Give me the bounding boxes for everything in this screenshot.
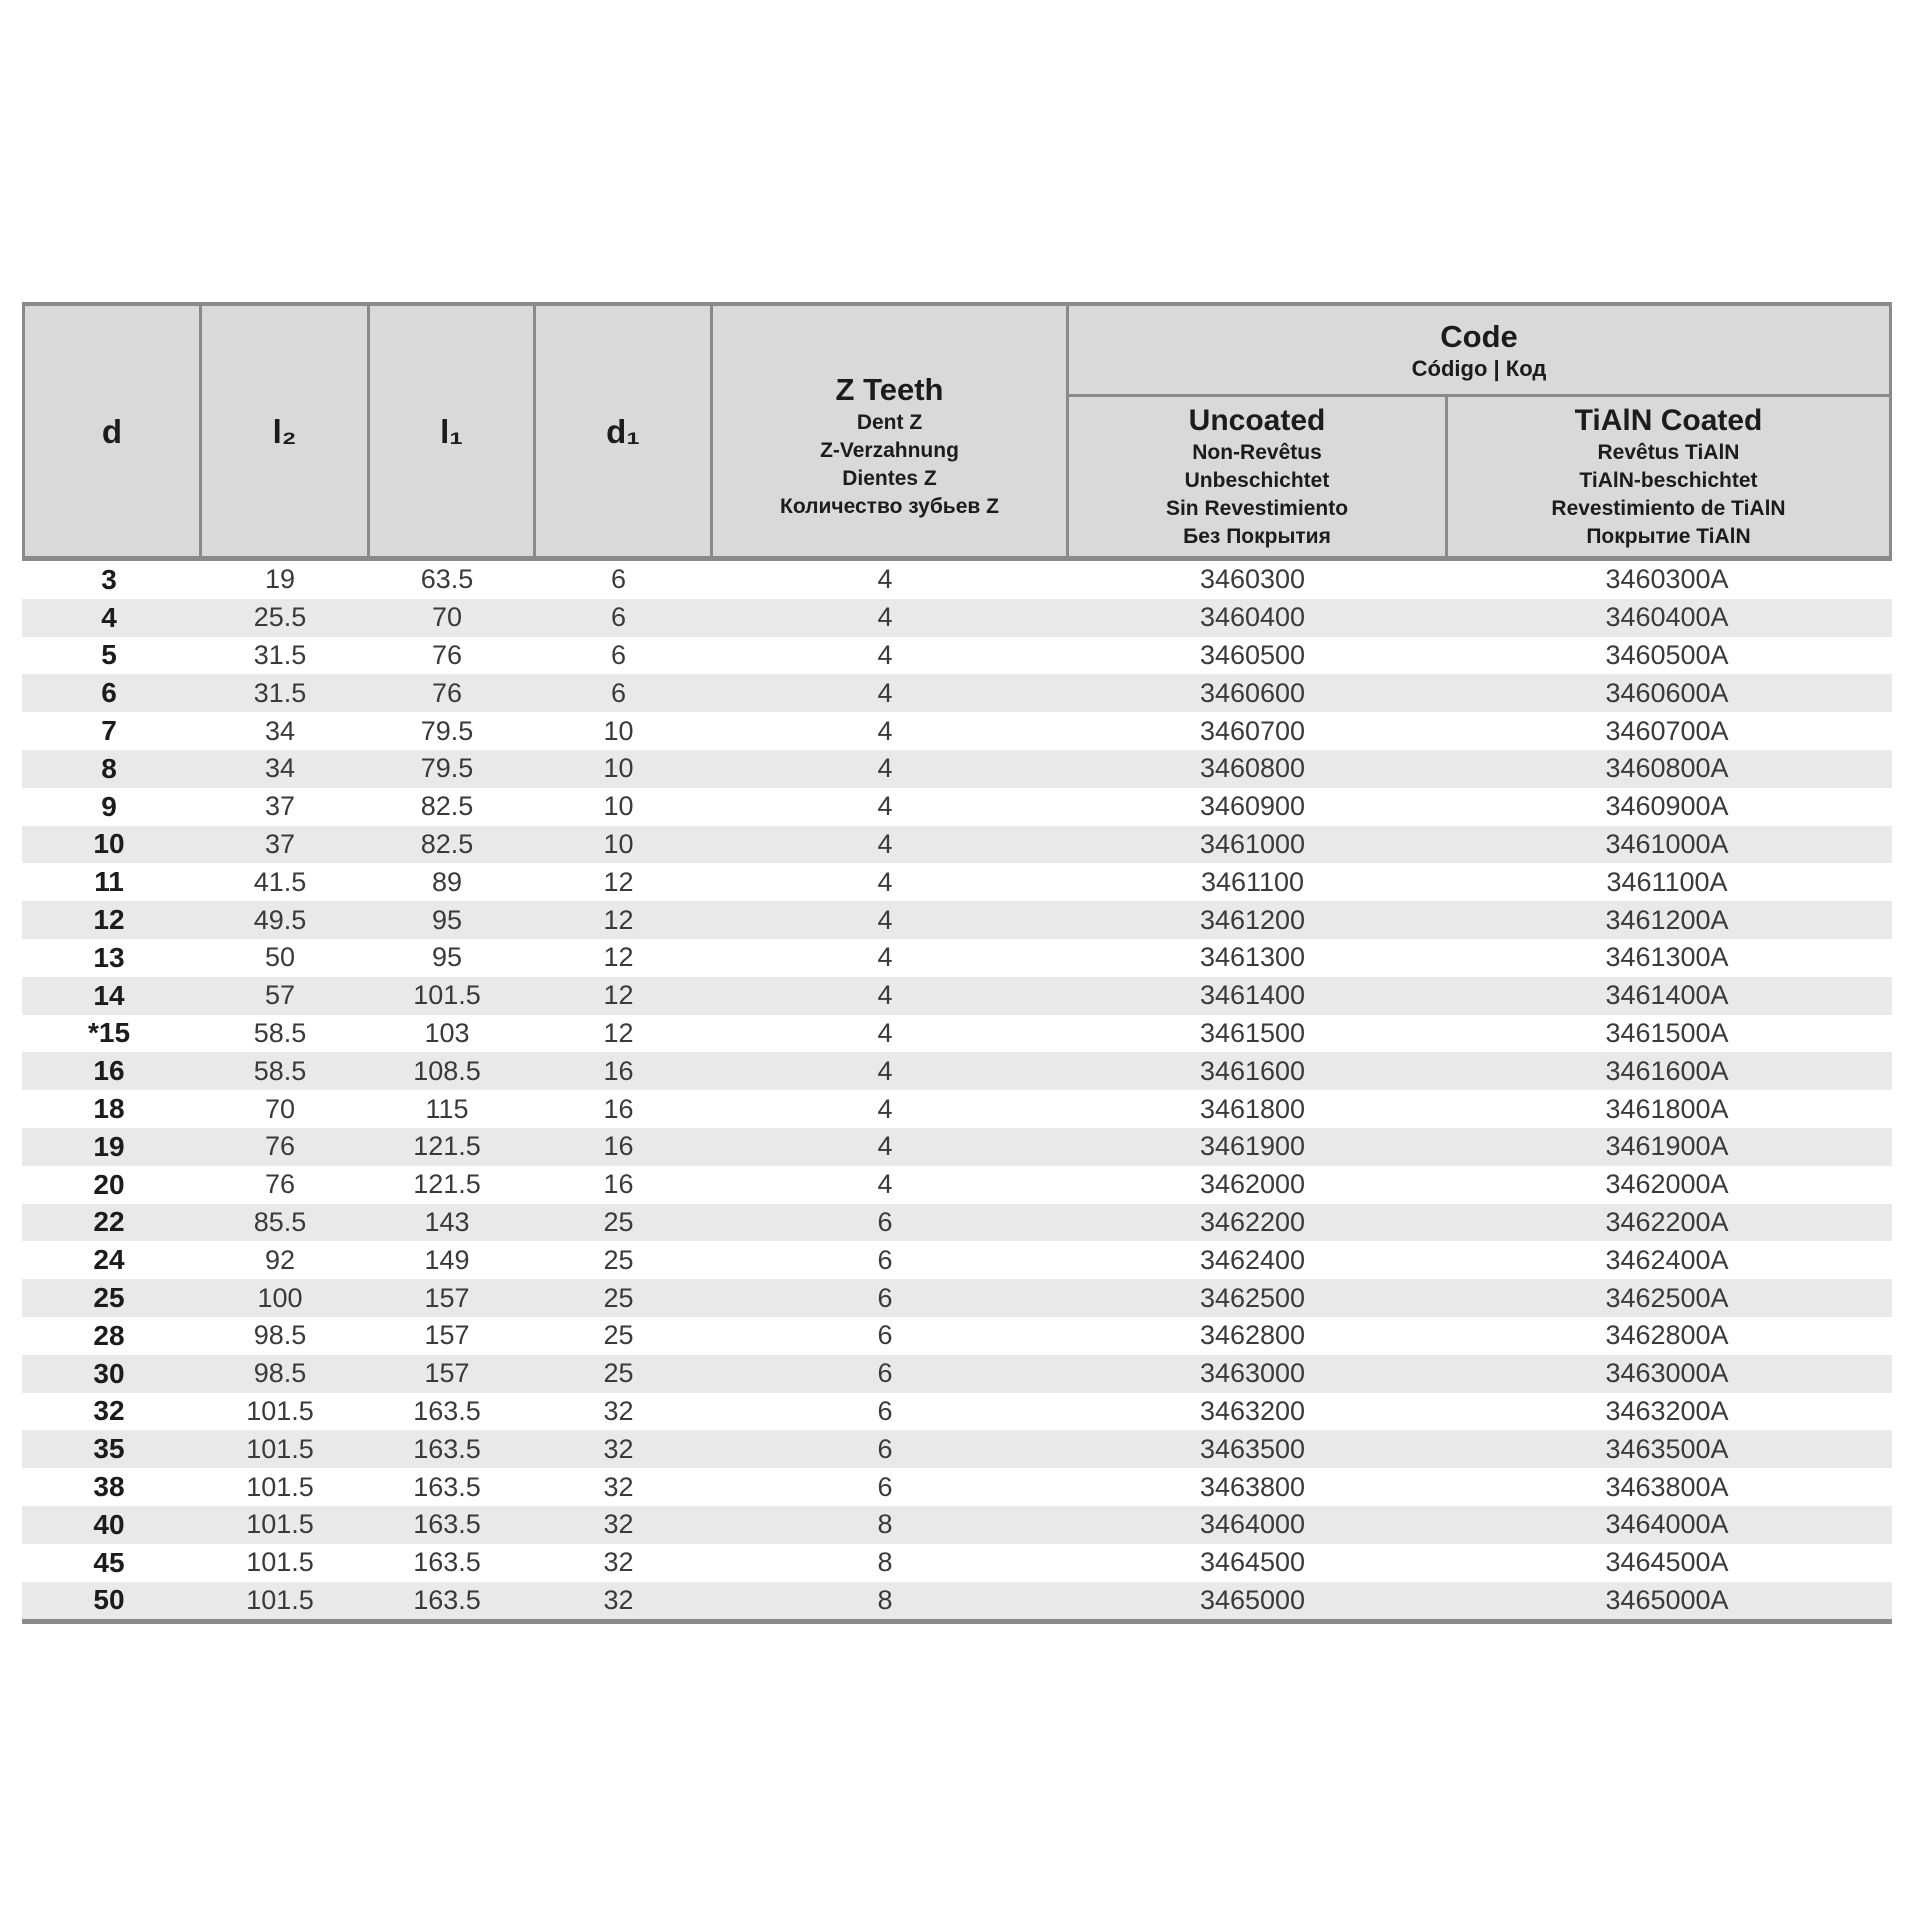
cell-code_tialn_coated: 3460900A [1605, 791, 1729, 822]
table-row [22, 826, 1892, 864]
cell-d1: 25 [603, 1244, 634, 1275]
cell-l1: 121.5 [413, 1169, 481, 1200]
table-row [22, 1128, 1892, 1166]
table-row [22, 977, 1892, 1015]
cell-d: 7 [101, 715, 117, 747]
col-header-d1 [533, 306, 710, 556]
cell-code_tialn_coated: 3462200A [1605, 1206, 1729, 1237]
cell-l2: 76 [264, 1169, 296, 1200]
cell-d: 45 [93, 1546, 125, 1578]
cell-z_teeth: 4 [877, 904, 893, 935]
tialn-coated-translations: Revêtus TiAlN TiAlN-beschichtet Revestimiento de TiAlN Покрытие TiAlN [1551, 440, 1786, 548]
cell-d: 16 [93, 1055, 125, 1087]
col-header-l1 [367, 306, 533, 556]
cell-d: 28 [93, 1319, 125, 1351]
cell-d1: 32 [603, 1433, 634, 1464]
cell-d1: 12 [603, 980, 634, 1011]
cell-l2: 76 [264, 1131, 296, 1162]
uncoated-translations: Non-Revêtus Unbeschichtet Sin Revestimiento Без Покрытия [1165, 440, 1349, 548]
cell-l1: 163.5 [413, 1395, 481, 1426]
cell-z_teeth: 4 [877, 1017, 893, 1048]
cell-code_tialn_coated: 3461200A [1605, 904, 1729, 935]
cell-d: 22 [93, 1206, 125, 1238]
cell-z_teeth: 4 [877, 1055, 893, 1086]
cell-l2: 58.5 [253, 1055, 307, 1086]
cell-code_tialn_coated: 3463000A [1605, 1358, 1729, 1389]
cell-code_uncoated: 3462800 [1199, 1320, 1306, 1351]
cell-l2: 101.5 [246, 1395, 314, 1426]
cell-d: 30 [93, 1357, 125, 1389]
cell-code_uncoated: 3461900 [1199, 1131, 1306, 1162]
cell-d1: 25 [603, 1282, 634, 1313]
cell-l1: 149 [424, 1244, 470, 1275]
table-row [22, 1506, 1892, 1544]
table-row [22, 1317, 1892, 1355]
cell-l2: 70 [264, 1093, 296, 1124]
cell-l2: 31.5 [253, 639, 307, 670]
cell-l2: 37 [264, 828, 296, 859]
cell-code_tialn_coated: 3461900A [1605, 1131, 1729, 1162]
cell-l2: 101.5 [246, 1471, 314, 1502]
cell-l2: 85.5 [253, 1206, 307, 1237]
cell-l2: 98.5 [253, 1320, 307, 1351]
cell-z_teeth: 4 [877, 564, 893, 595]
cell-z_teeth: 4 [877, 639, 893, 670]
cell-code_uncoated: 3460400 [1199, 602, 1306, 633]
cell-z_teeth: 6 [877, 1244, 893, 1275]
col-header-uncoated [1066, 394, 1445, 556]
cell-d1: 16 [603, 1055, 634, 1086]
cell-d1: 32 [603, 1471, 634, 1502]
cell-d1: 32 [603, 1547, 634, 1578]
cell-d: 8 [101, 752, 117, 784]
cell-code_tialn_coated: 3461500A [1605, 1017, 1729, 1048]
cell-code_uncoated: 3463500 [1199, 1433, 1306, 1464]
cell-z_teeth: 6 [877, 1395, 893, 1426]
cell-d: 10 [93, 828, 125, 860]
table-row [22, 939, 1892, 977]
cell-z_teeth: 8 [877, 1584, 893, 1615]
cell-l1: 76 [431, 639, 463, 670]
cell-code_tialn_coated: 3462500A [1605, 1282, 1729, 1313]
cell-l1: 95 [431, 904, 463, 935]
cell-d1: 16 [603, 1169, 634, 1200]
cell-code_uncoated: 3463000 [1199, 1358, 1306, 1389]
col-header-d [25, 306, 199, 556]
cell-d1: 12 [603, 1017, 634, 1048]
cell-z_teeth: 4 [877, 753, 893, 784]
cell-z_teeth: 4 [877, 791, 893, 822]
cell-d1: 10 [603, 791, 634, 822]
cell-code_tialn_coated: 3463500A [1605, 1433, 1729, 1464]
cell-d: 12 [93, 904, 125, 936]
cell-d: 25 [93, 1282, 125, 1314]
cell-code_tialn_coated: 3461800A [1605, 1093, 1729, 1124]
cell-code_tialn_coated: 3464500A [1605, 1547, 1729, 1578]
cell-z_teeth: 8 [877, 1509, 893, 1540]
cell-code_uncoated: 3464500 [1199, 1547, 1306, 1578]
cell-l2: 50 [264, 942, 296, 973]
cell-code_uncoated: 3460700 [1199, 715, 1306, 746]
cell-code_uncoated: 3461800 [1199, 1093, 1306, 1124]
cell-d: 19 [93, 1130, 125, 1162]
cell-z_teeth: 4 [877, 828, 893, 859]
table-row [22, 674, 1892, 712]
cell-l1: 115 [425, 1093, 469, 1124]
table-row [22, 637, 1892, 675]
cell-code_uncoated: 3462500 [1199, 1282, 1306, 1313]
cell-d1: 6 [610, 677, 627, 708]
table-row [22, 901, 1892, 939]
table-row [22, 863, 1892, 901]
cell-l2: 34 [264, 715, 296, 746]
cell-z_teeth: 6 [877, 1433, 893, 1464]
cell-z_teeth: 8 [877, 1547, 893, 1578]
cell-code_uncoated: 3463800 [1199, 1471, 1306, 1502]
cell-l2: 57 [264, 980, 296, 1011]
cell-l1: 79.5 [420, 753, 474, 784]
col-header-l2 [199, 306, 367, 556]
cell-d1: 6 [610, 639, 627, 670]
cell-code_tialn_coated: 3460700A [1605, 715, 1729, 746]
cell-d: 4 [101, 601, 117, 633]
cell-l1: 163.5 [413, 1471, 481, 1502]
cell-l1: 82.5 [420, 791, 474, 822]
cell-code_uncoated: 3460600 [1199, 677, 1306, 708]
cell-l1: 163.5 [413, 1547, 481, 1578]
cell-z_teeth: 4 [877, 602, 893, 633]
cell-l1: 163.5 [413, 1584, 481, 1615]
cell-d1: 6 [610, 564, 627, 595]
cell-l1: 143 [424, 1206, 470, 1237]
cell-d: *15 [87, 1017, 131, 1049]
table-row [22, 1015, 1892, 1053]
cell-l2: 58.5 [253, 1017, 307, 1048]
z-teeth-title: Z Teeth [835, 372, 944, 407]
cell-d: 3 [101, 563, 117, 595]
table-row [22, 712, 1892, 750]
cell-l1: 163.5 [413, 1433, 481, 1464]
cell-z_teeth: 4 [877, 980, 893, 1011]
cell-code_uncoated: 3465000 [1199, 1584, 1306, 1615]
cell-d1: 32 [603, 1395, 634, 1426]
cell-z_teeth: 4 [877, 866, 893, 897]
cell-d1: 16 [603, 1131, 634, 1162]
cell-z_teeth: 6 [877, 1320, 893, 1351]
cell-l2: 49.5 [253, 904, 307, 935]
cell-d1: 10 [603, 715, 634, 746]
table-row [22, 561, 1892, 599]
cell-code_uncoated: 3461400 [1199, 980, 1306, 1011]
cell-d1: 16 [603, 1093, 634, 1124]
cell-code_tialn_coated: 3461600A [1605, 1055, 1729, 1086]
table-row [22, 1355, 1892, 1393]
table-row [22, 750, 1892, 788]
cell-l1: 79.5 [420, 715, 474, 746]
cell-code_tialn_coated: 3462800A [1605, 1320, 1729, 1351]
table-row [22, 1279, 1892, 1317]
cell-d1: 12 [603, 904, 634, 935]
cell-d: 11 [94, 866, 124, 898]
cell-z_teeth: 6 [877, 1358, 893, 1389]
cell-code_tialn_coated: 3462400A [1605, 1244, 1729, 1275]
table-row [22, 1241, 1892, 1279]
cell-d1: 32 [603, 1509, 634, 1540]
cell-l2: 101.5 [246, 1584, 314, 1615]
cell-d: 40 [93, 1508, 125, 1540]
cell-l2: 19 [264, 564, 296, 595]
cell-z_teeth: 4 [877, 1169, 893, 1200]
cell-z_teeth: 4 [877, 1093, 893, 1124]
col-header-l1-label: l₁ [440, 412, 463, 450]
tialn-coated-title: TiAlN Coated [1574, 403, 1763, 437]
table-row [22, 1052, 1892, 1090]
col-header-z-teeth [710, 306, 1066, 556]
cell-l1: 89 [431, 866, 463, 897]
code-title: Code [1440, 319, 1518, 354]
table-row [22, 1090, 1892, 1128]
cell-z_teeth: 6 [877, 1282, 893, 1313]
cell-code_tialn_coated: 3461000A [1605, 828, 1729, 859]
cell-l1: 101.5 [413, 980, 481, 1011]
cell-d: 35 [93, 1433, 125, 1465]
cell-d1: 12 [603, 866, 634, 897]
cell-code_tialn_coated: 3460400A [1605, 602, 1729, 633]
cell-code_uncoated: 3460500 [1199, 639, 1306, 670]
dimension-code-table [22, 302, 1892, 1624]
cell-l1: 76 [431, 677, 463, 708]
cell-l1: 121.5 [413, 1131, 481, 1162]
cell-code_uncoated: 3463200 [1199, 1395, 1306, 1426]
table-row [22, 1582, 1892, 1620]
cell-l1: 70 [431, 602, 463, 633]
cell-l2: 31.5 [253, 677, 307, 708]
cell-code_uncoated: 3461200 [1199, 904, 1306, 935]
table-body [22, 561, 1892, 1624]
cell-d1: 10 [603, 828, 634, 859]
cell-code_uncoated: 3461000 [1199, 828, 1306, 859]
cell-code_tialn_coated: 3461400A [1605, 980, 1729, 1011]
cell-d: 9 [101, 790, 117, 822]
cell-z_teeth: 4 [877, 942, 893, 973]
cell-code_tialn_coated: 3461100A [1606, 866, 1728, 897]
cell-l2: 25.5 [253, 602, 307, 633]
code-translations: Código | Код [1411, 356, 1547, 381]
cell-z_teeth: 4 [877, 715, 893, 746]
cell-code_uncoated: 3462400 [1199, 1244, 1306, 1275]
cell-code_uncoated: 3461300 [1199, 942, 1306, 973]
table-row [22, 1468, 1892, 1506]
cell-d: 13 [93, 941, 125, 973]
cell-l1: 163.5 [413, 1509, 481, 1540]
cell-code_uncoated: 3462200 [1199, 1206, 1306, 1237]
cell-l1: 82.5 [420, 828, 474, 859]
cell-d: 24 [93, 1244, 125, 1276]
cell-d: 14 [93, 979, 125, 1011]
cell-d1: 25 [603, 1358, 634, 1389]
cell-l1: 108.5 [413, 1055, 481, 1086]
cell-l2: 100 [257, 1282, 303, 1313]
cell-l2: 98.5 [253, 1358, 307, 1389]
table-row [22, 599, 1892, 637]
col-header-l2-label: l₂ [272, 412, 297, 450]
cell-l2: 101.5 [246, 1433, 314, 1464]
cell-l2: 92 [264, 1244, 296, 1275]
cell-z_teeth: 6 [877, 1206, 893, 1237]
cell-code_tialn_coated: 3460300A [1605, 564, 1729, 595]
cell-d: 50 [93, 1584, 125, 1616]
col-header-d-label: d [101, 412, 123, 450]
cell-l1: 157 [424, 1282, 470, 1313]
cell-d1: 25 [603, 1320, 634, 1351]
table-row [22, 1430, 1892, 1468]
cell-code_uncoated: 3461500 [1199, 1017, 1306, 1048]
cell-d: 38 [93, 1471, 125, 1503]
cell-l1: 103 [424, 1017, 470, 1048]
cell-code_uncoated: 3461600 [1199, 1055, 1306, 1086]
cell-code_tialn_coated: 3461300A [1605, 942, 1729, 973]
cell-z_teeth: 4 [877, 677, 893, 708]
col-header-tialn-coated [1445, 394, 1889, 556]
z-teeth-translations: Dent Z Z-Verzahnung Dientes Z Количество зубьев Z [780, 411, 999, 518]
cell-code_tialn_coated: 3465000A [1605, 1584, 1729, 1615]
cell-code_uncoated: 3464000 [1199, 1509, 1306, 1540]
cell-l1: 157 [424, 1320, 470, 1351]
cell-l2: 41.5 [253, 866, 307, 897]
cell-l1: 95 [431, 942, 463, 973]
col-header-code [1066, 306, 1889, 394]
cell-d1: 32 [603, 1584, 634, 1615]
cell-d: 32 [93, 1395, 125, 1427]
cell-code_tialn_coated: 3462000A [1605, 1169, 1729, 1200]
cell-code_uncoated: 3460900 [1199, 791, 1306, 822]
cell-l2: 101.5 [246, 1547, 314, 1578]
cell-code_uncoated: 3460800 [1199, 753, 1306, 784]
cell-d: 18 [93, 1093, 125, 1125]
cell-code_uncoated: 3461100 [1200, 866, 1305, 897]
table-header [22, 302, 1892, 561]
cell-code_tialn_coated: 3463800A [1605, 1471, 1729, 1502]
uncoated-title: Uncoated [1188, 403, 1326, 437]
cell-z_teeth: 6 [877, 1471, 893, 1502]
col-header-d1-label: d₁ [606, 412, 640, 450]
table-row [22, 788, 1892, 826]
cell-l1: 157 [424, 1358, 470, 1389]
cell-d1: 6 [610, 602, 627, 633]
cell-code_uncoated: 3462000 [1199, 1169, 1306, 1200]
cell-l1: 63.5 [420, 564, 474, 595]
cell-code_uncoated: 3460300 [1199, 564, 1306, 595]
table-row [22, 1204, 1892, 1242]
table-row [22, 1166, 1892, 1204]
cell-d1: 25 [603, 1206, 634, 1237]
cell-code_tialn_coated: 3464000A [1605, 1509, 1729, 1540]
cell-d: 20 [93, 1168, 125, 1200]
cell-d1: 10 [603, 753, 634, 784]
table-row [22, 1544, 1892, 1582]
cell-d: 6 [101, 677, 117, 709]
cell-z_teeth: 4 [877, 1131, 893, 1162]
cell-code_tialn_coated: 3460800A [1605, 753, 1729, 784]
cell-d: 5 [101, 639, 117, 671]
cell-code_tialn_coated: 3460500A [1605, 639, 1729, 670]
cell-d1: 12 [603, 942, 634, 973]
cell-code_tialn_coated: 3463200A [1605, 1395, 1729, 1426]
table-row [22, 1393, 1892, 1431]
cell-code_tialn_coated: 3460600A [1605, 677, 1729, 708]
cell-l2: 37 [264, 791, 296, 822]
cell-l2: 34 [264, 753, 296, 784]
cell-l2: 101.5 [246, 1509, 314, 1540]
